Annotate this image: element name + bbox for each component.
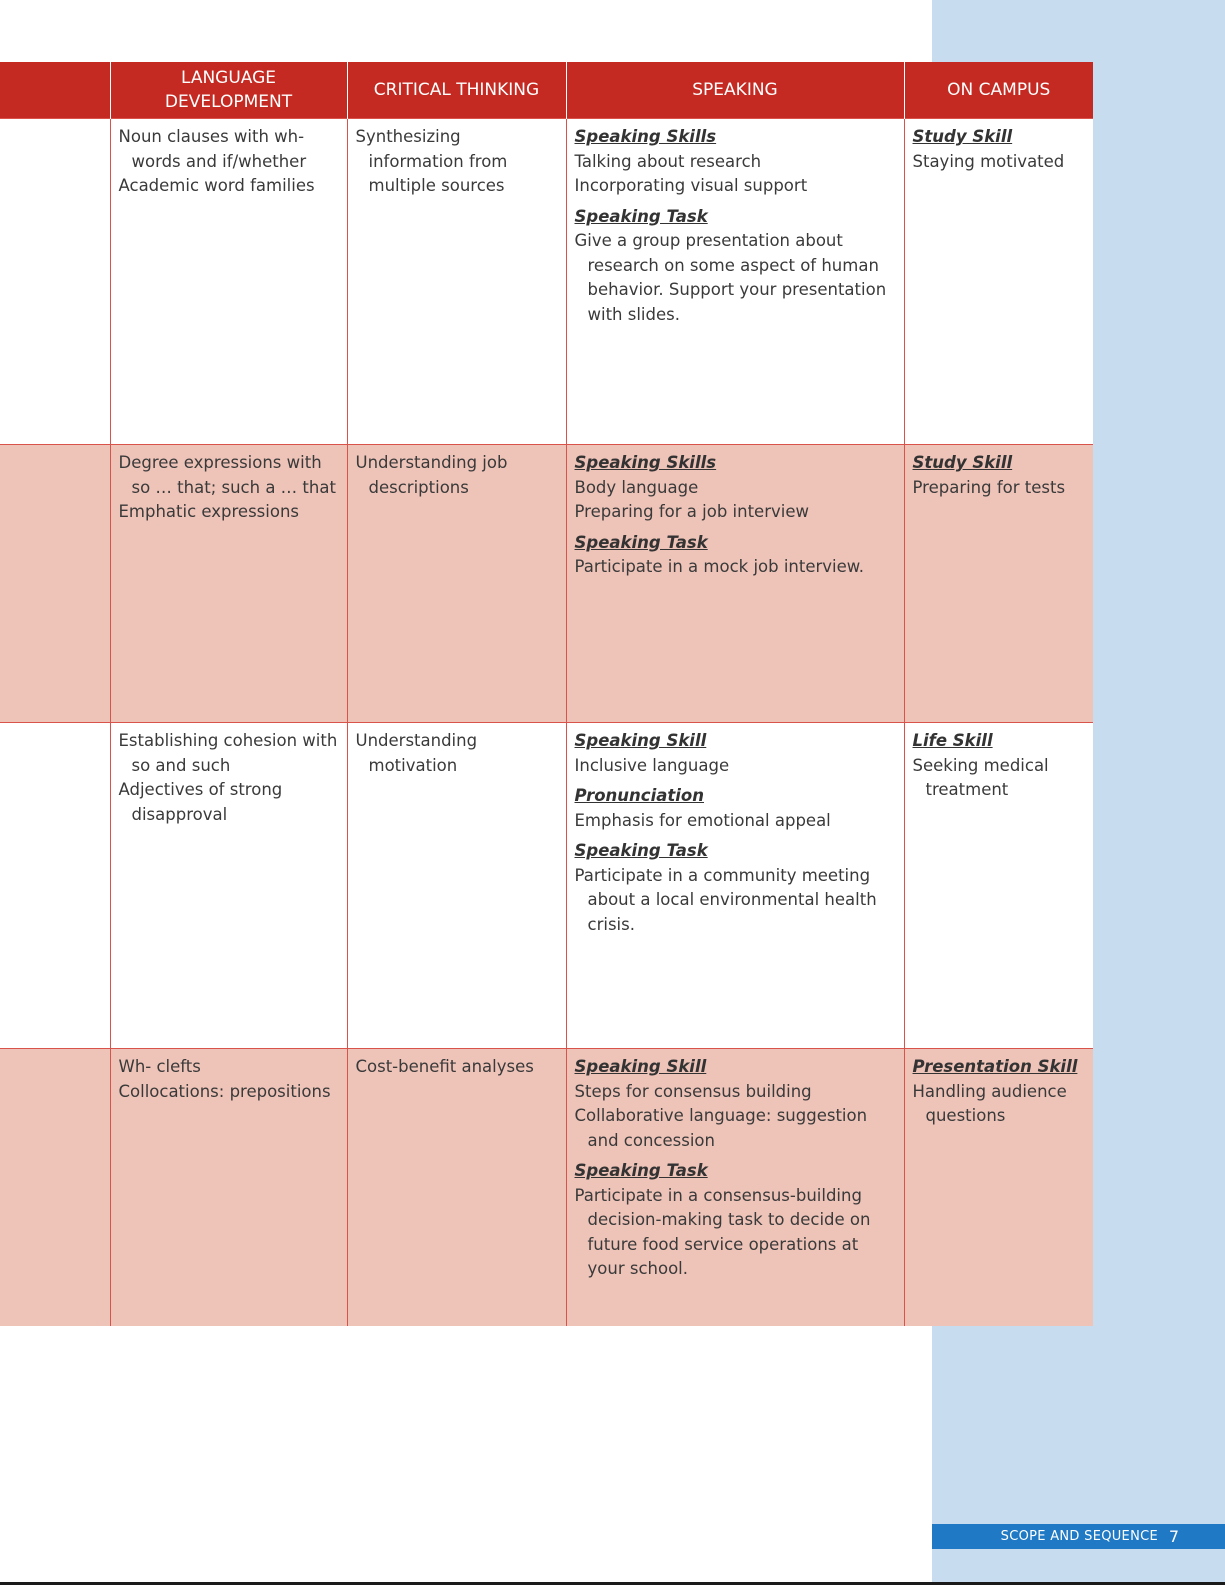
scope-sequence-table <box>0 62 1093 1326</box>
critical-thinking-cell <box>347 445 566 723</box>
list-item: Synthesizing information from multiple sources <box>355 127 508 195</box>
table-row <box>0 445 1093 723</box>
header-critical-thinking: CRITICAL THINKING <box>347 62 566 119</box>
speaking-cell <box>566 1049 904 1327</box>
list-item: Emphasis for emotional appeal <box>574 810 831 830</box>
header-speaking: SPEAKING <box>566 62 904 119</box>
list-item: Talking about research <box>574 151 762 171</box>
on-campus-cell <box>904 723 1093 1049</box>
footer-section-label: SCOPE AND SEQUENCE <box>1000 1529 1158 1544</box>
section-label: Study Skill <box>912 453 1013 472</box>
unit-cell <box>0 445 110 723</box>
header-blank <box>0 62 110 119</box>
section-label: Study Skill <box>912 127 1013 146</box>
unit-cell <box>0 723 110 1049</box>
list-item: Noun clauses with wh- words and if/whether <box>118 127 307 171</box>
list-item: Preparing for a job interview <box>574 502 809 521</box>
list-item: Adjectives of strong disapproval <box>118 780 283 824</box>
speaking-cell <box>566 445 904 723</box>
on-campus-cell <box>904 445 1093 723</box>
section-label: Pronunciation <box>574 786 704 805</box>
list-item: Steps for consensus building <box>574 1081 812 1101</box>
table-row <box>0 723 1093 1049</box>
list-item: Participate in a consensus-building decision-making task to decide on future food service operations at your school. <box>574 1185 871 1278</box>
list-item: Collocations: prepositions <box>118 1081 331 1101</box>
list-item: Handling audience questions <box>912 1081 1067 1125</box>
section-label: Speaking Skill <box>574 1057 707 1076</box>
section-label: Speaking Task <box>574 1161 708 1180</box>
section-label: Speaking Task <box>574 206 708 226</box>
list-item: Understanding job descriptions <box>355 453 508 497</box>
speaking-cell <box>566 723 904 1049</box>
page-number: 7 <box>1168 1527 1179 1546</box>
list-item: Preparing for tests <box>912 477 1066 497</box>
table-row <box>0 1049 1093 1327</box>
section-label: Speaking Task <box>574 841 708 860</box>
list-item: Wh- clefts <box>118 1057 201 1076</box>
list-item: Collaborative language: suggestion and concession <box>574 1106 868 1150</box>
language-development-cell <box>110 445 347 723</box>
list-item: Seeking medical treatment <box>912 755 1049 799</box>
critical-thinking-cell <box>347 723 566 1049</box>
list-item: Understanding motivation <box>355 731 478 775</box>
list-item: Staying motivated <box>912 151 1065 171</box>
section-label: Speaking Skill <box>574 731 707 750</box>
list-item: Academic word families <box>118 176 315 195</box>
table-row <box>0 119 1093 445</box>
list-item: Degree expressions with so … that; such a … that <box>118 453 336 497</box>
critical-thinking-cell <box>347 1049 566 1327</box>
list-item: Inclusive language <box>574 755 730 775</box>
unit-cell <box>0 119 110 445</box>
section-label: Life Skill <box>912 731 993 750</box>
list-item: Cost-benefit analyses <box>355 1057 534 1076</box>
section-label: Speaking Skills <box>574 453 717 472</box>
list-item: Incorporating visual support <box>574 176 808 195</box>
unit-cell <box>0 1049 110 1327</box>
list-item: Establishing cohesion with so and such <box>118 731 338 775</box>
list-item: Give a group presentation about research on some aspect of human behavior. Support your presentation with slides. <box>574 231 887 324</box>
language-development-cell <box>110 723 347 1049</box>
language-development-cell <box>110 1049 347 1327</box>
section-label: Presentation Skill <box>912 1057 1078 1076</box>
table-header-row <box>0 62 1093 119</box>
section-label: Speaking Skills <box>574 127 717 146</box>
on-campus-cell <box>904 119 1093 445</box>
language-development-cell <box>110 119 347 445</box>
critical-thinking-cell <box>347 119 566 445</box>
list-item: Body language <box>574 477 699 497</box>
header-on-campus: ON CAMPUS <box>904 62 1093 119</box>
section-label: Speaking Task <box>574 532 708 552</box>
on-campus-cell <box>904 1049 1093 1327</box>
page-footer <box>932 1524 1225 1549</box>
list-item: Emphatic expressions <box>118 502 300 521</box>
list-item: Participate in a mock job interview. <box>574 557 865 576</box>
list-item: Participate in a community meeting about a local environmental health crisis. <box>574 865 877 934</box>
speaking-cell <box>566 119 904 445</box>
header-language-development: LANGUAGE DEVELOPMENT <box>110 62 347 119</box>
